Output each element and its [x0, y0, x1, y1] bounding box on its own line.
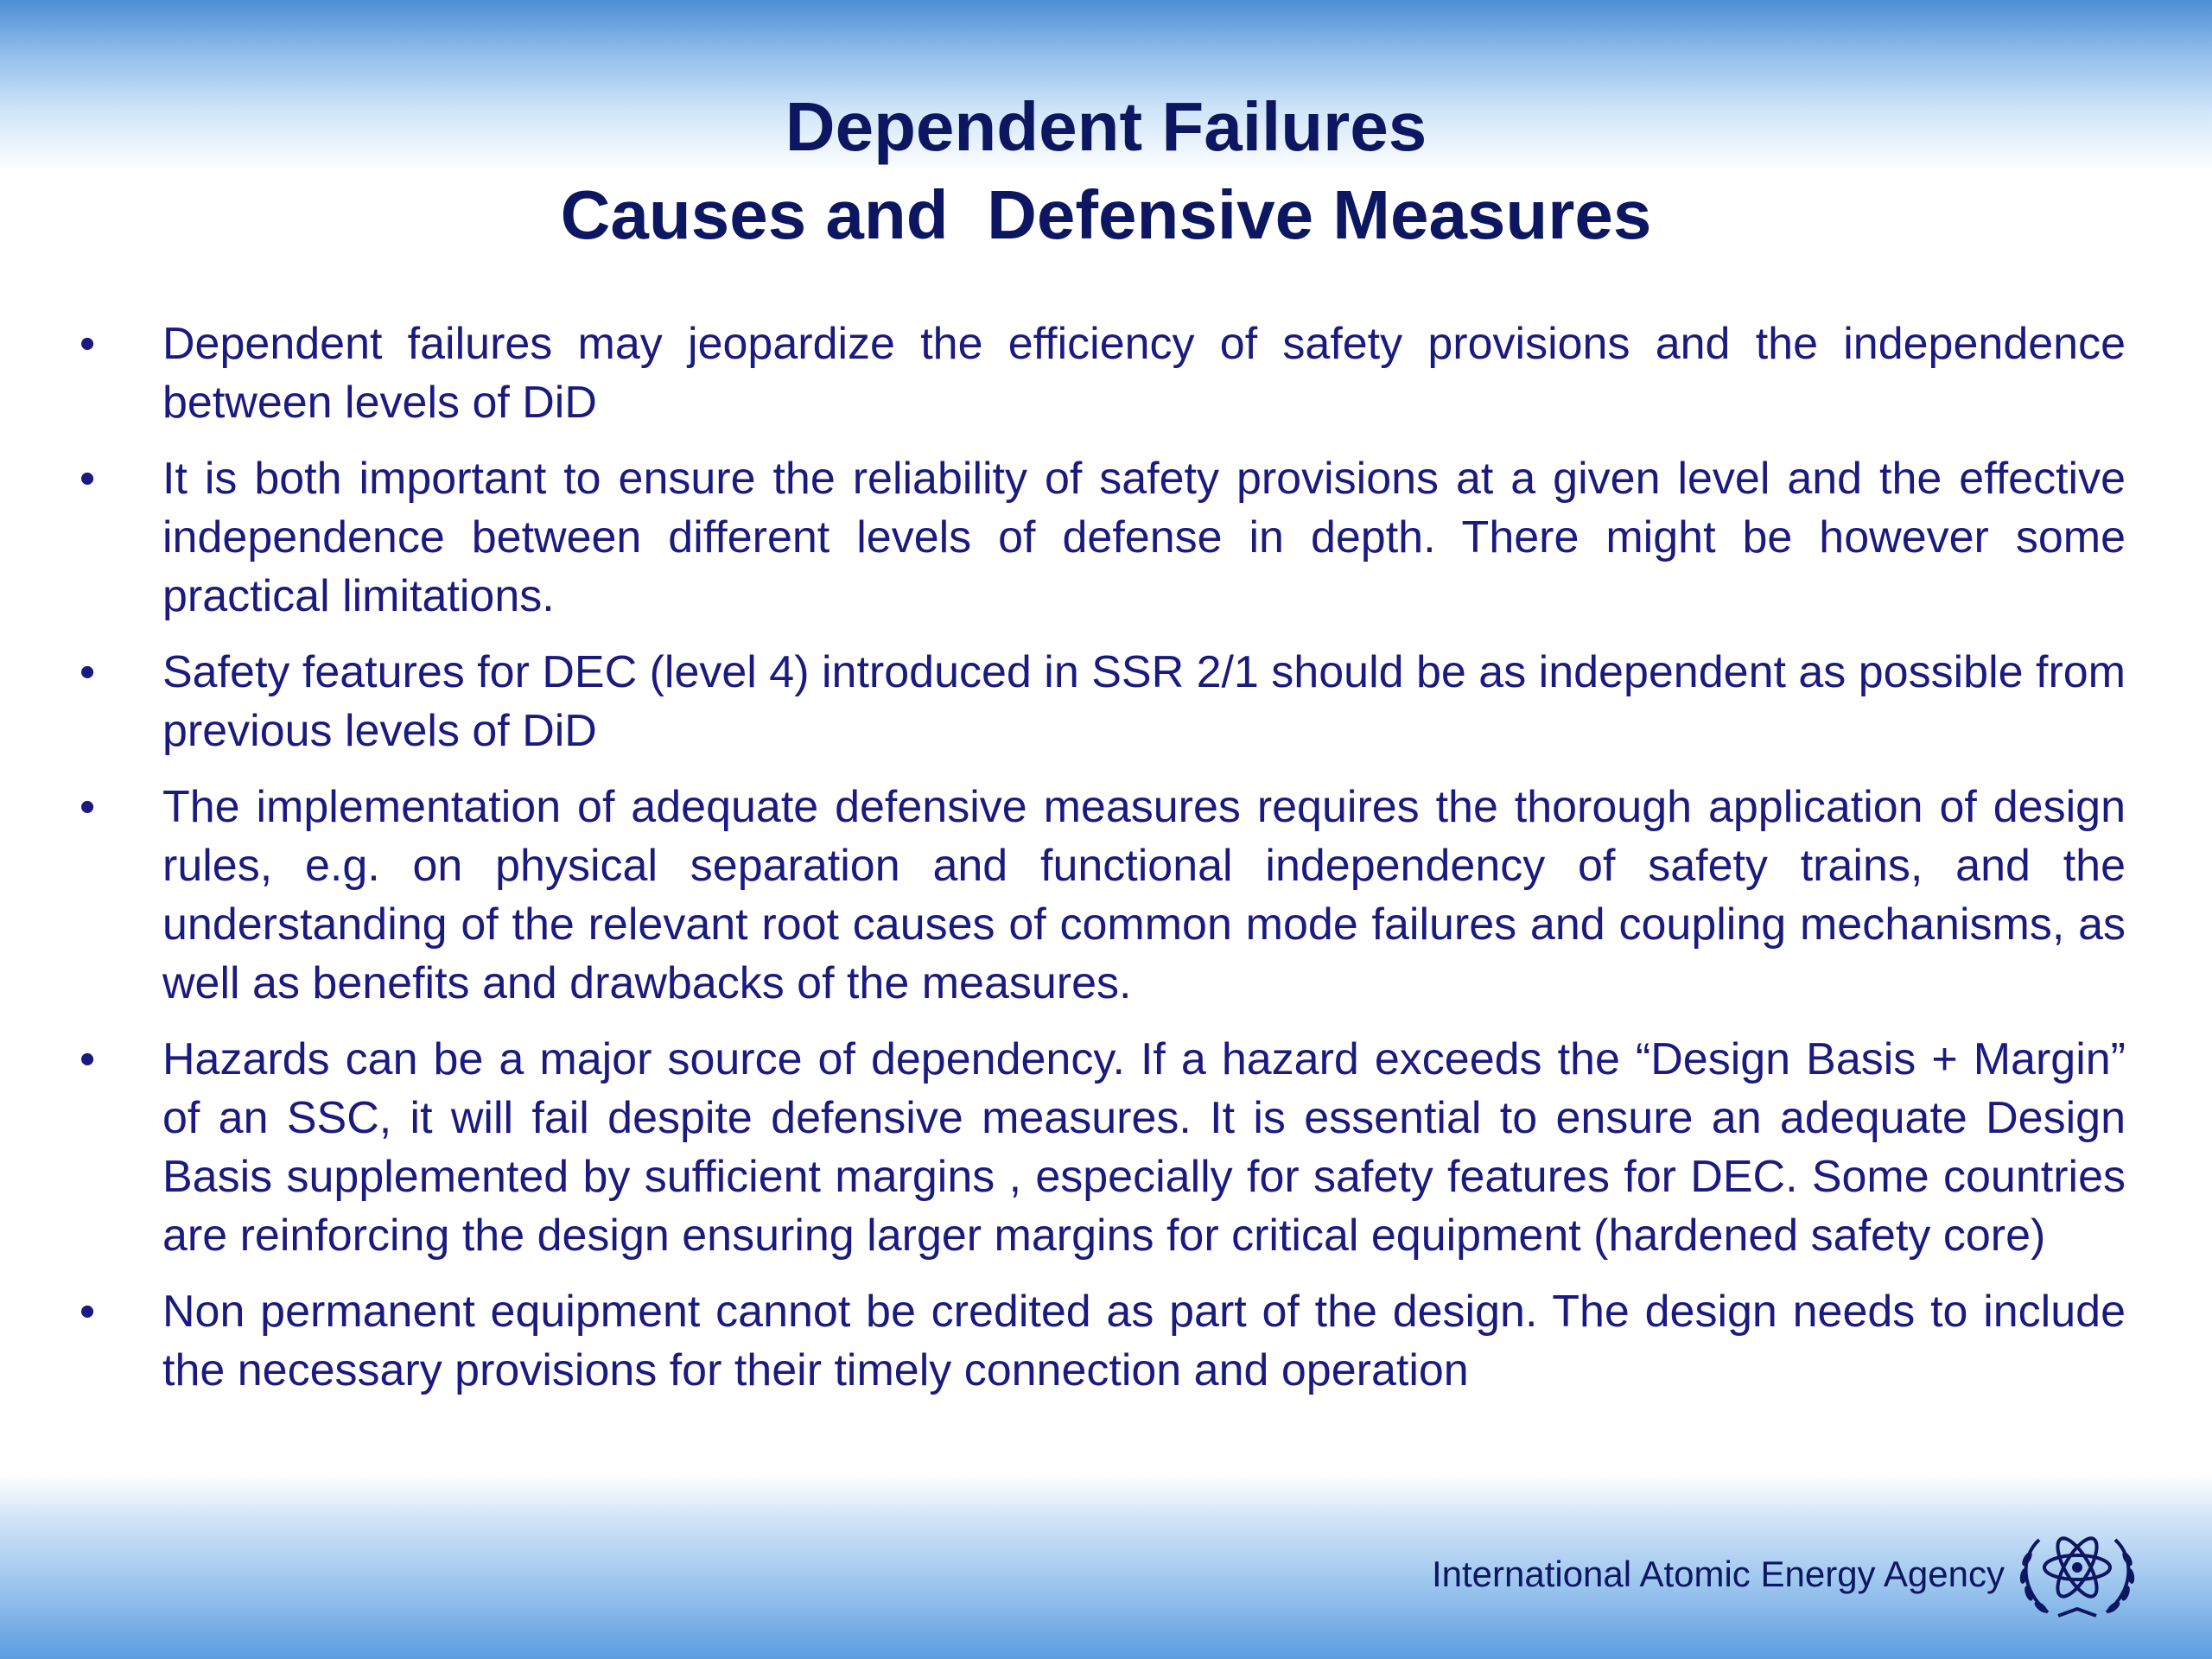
bullet-list: [0, 315, 2212, 1417]
bullet-marker: •: [79, 454, 96, 504]
bullet-item: [79, 1030, 2126, 1265]
bullet-item: [79, 643, 2126, 760]
bullet-marker: •: [79, 1034, 96, 1084]
bullet-text: The implementation of adequate defensive measures requires the thorough application of design rules, e.g. on physical separation and functional independency of safety trains, and the understanding of the relevant root causes of common mode failures and coupling mechanisms, as well as benefits and drawbacks of the measures.: [162, 782, 2126, 1008]
slide-title-line-1: Dependent Failures: [785, 88, 1427, 165]
bullet-text: Hazards can be a major source of dependency. If a hazard exceeds the “Design Basis + Margin” of an SSC, it will fail despite defensive measures. It is essential to ensure an adequate Design Basis supplemented by sufficient margins , especially for safety features for DEC. Some countries are reinforcing the design ensuring larger margins for critical equipment (hardened safety core): [162, 1034, 2126, 1261]
bullet-item: [79, 1282, 2126, 1400]
bullet-text: It is both important to ensure the reliability of safety provisions at a given level and the effective independence between different levels of defense in depth. There might be however some practical limitations.: [162, 454, 2126, 621]
bullet-marker: •: [79, 647, 96, 697]
bullet-text: Dependent failures may jeopardize the efficiency of safety provisions and the independence between levels of DiD: [162, 319, 2126, 428]
bullet-marker: •: [79, 319, 96, 369]
slide-title: [0, 83, 2212, 259]
bullet-marker: •: [79, 782, 96, 832]
bullet-item: [79, 449, 2126, 626]
bullet-item: [79, 315, 2126, 432]
organization-name: International Atomic Energy Agency: [1431, 1554, 2005, 1594]
bullet-text: Safety features for DEC (level 4) introduced in SSR 2/1 should be as independent as possible from previous levels of DiD: [162, 647, 2126, 756]
slide-title-line-2: Causes and Defensive Measures: [560, 176, 1652, 253]
iaea-atom-laurel-icon: [2008, 1514, 2146, 1624]
bullet-text: Non permanent equipment cannot be credited as part of the design. The design needs to include the necessary provisions for their timely connection and operation: [162, 1287, 2126, 1395]
bullet-marker: •: [79, 1287, 96, 1337]
bullet-item: [79, 778, 2126, 1013]
